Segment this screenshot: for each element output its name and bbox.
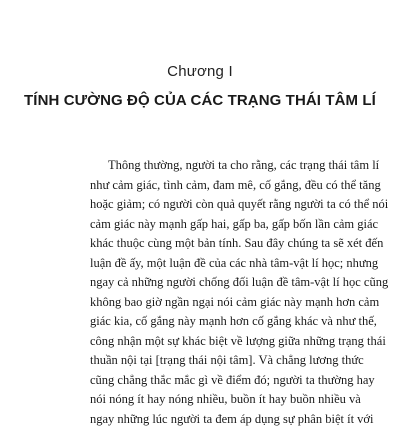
body-line: như cảm giác, tình cảm, đam mê, cố gắng, đều có thể tăng [90,176,327,196]
body-line: nói nóng ít hay nóng nhiều, buồn ít hay buồn nhiều và [90,390,327,410]
body-line: cũng chẳng thắc mắc gì về điểm đó; người ta thường hay [90,371,327,391]
body-line: giác kia, cố gắng này mạnh hơn cố gắng khác và như thế, [90,312,327,332]
body-line: cảm giác này mạnh gấp hai, gấp ba, gấp bốn lần cảm giác [90,215,327,235]
body-line: ngay cả những người chống đối luận đề tâm-vật lí học cũng [90,273,327,293]
body-line: hoặc giảm; có người còn quả quyết rằng người ta có thể nói [90,195,327,215]
body-line: công nhận một sự khác biệt về lượng giữa những trạng thái [90,332,327,352]
body-line: luận đề ấy, một luận đề của các nhà tâm-vật lí học; nhưng [90,254,327,274]
body-line: Thông thường, người ta cho rằng, các trạng thái tâm lí [90,156,327,176]
chapter-title: TÍNH CƯỜNG ĐỘ CỦA CÁC TRẠNG THÁI TÂM LÍ [0,92,400,109]
chapter-number: Chương I [0,63,400,80]
body-paragraph [90,156,327,429]
body-line: thuần nội tại [trạng thái nội tâm]. Và chẳng lương thức [90,351,327,371]
body-line: khác thuộc cùng một bản tính. Sau đây chúng ta sẽ xét đến [90,234,327,254]
body-line: không bao giờ ngần ngại nói cảm giác này mạnh hơn cảm [90,293,327,313]
body-line: ngay những lúc người ta đem áp dụng sự phân biệt ít với [90,410,327,429]
